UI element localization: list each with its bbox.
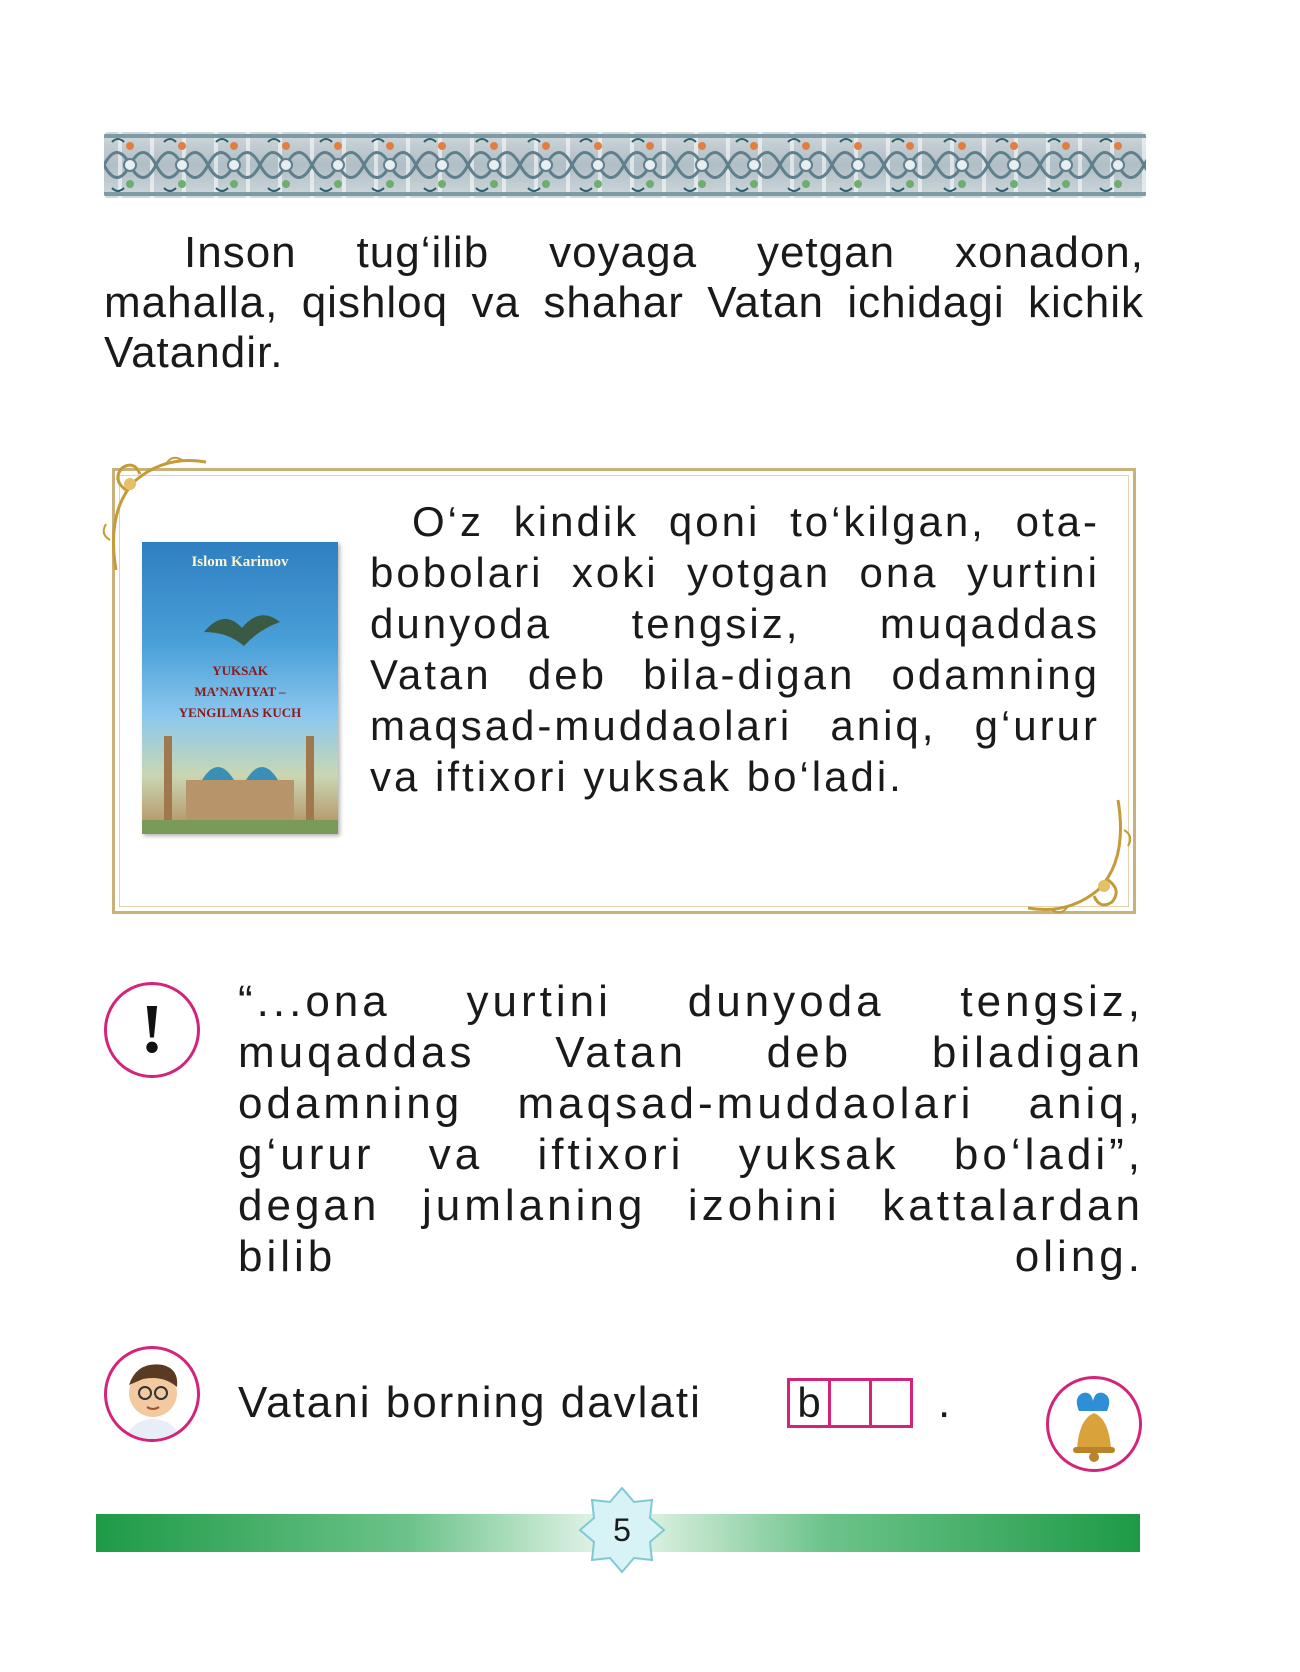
- answer-cell[interactable]: b: [787, 1378, 831, 1428]
- boy-thinking-icon: [104, 1346, 200, 1442]
- page-number: 5: [613, 1511, 631, 1548]
- bell-icon: [1046, 1376, 1142, 1472]
- puzzle-sentence: Vatani borning davlati: [238, 1378, 702, 1427]
- puzzle-end-punctuation: .: [938, 1378, 951, 1427]
- ornament-pattern: [104, 132, 1146, 198]
- mosque-illustration-icon: [142, 728, 338, 834]
- bird-emblem-icon: [200, 602, 284, 658]
- answer-cells: [790, 1378, 913, 1428]
- book-cover-image: [142, 542, 338, 834]
- intro-paragraph: Inson tug‘ilib voyaga yetgan xonadon, mahalla, qishloq va shahar Vatan ichidagi kichik Vatandir.: [104, 228, 1144, 377]
- exclamation-icon: [104, 982, 200, 1078]
- answer-cell[interactable]: [869, 1378, 913, 1428]
- exclamation-symbol: !: [140, 991, 164, 1068]
- quote-text: O‘z kindik qoni to‘kilgan, ota-bobolari xoki yotgan ona yurtini dunyoda tengsiz, muqaddas Vatan deb bila-digan odamning maqsad-muddaolari aniq, g‘urur va iftixori yuksak bo‘ladi.: [370, 498, 1100, 800]
- book-author: Islom Karimov: [191, 554, 289, 570]
- answer-cell[interactable]: [828, 1378, 872, 1428]
- note-paragraph: “...ona yurtini dunyoda tengsiz, muqaddas Vatan deb biladigan odamning maqsad-muddaolari aniq, g‘urur va iftixori yuksak bo‘ladi”, degan jumlaning izohini kattalardan bilib oling.: [238, 977, 1144, 1281]
- book-title: YUKSAK MA’NAVIYAT – YENGILMAS KUCH: [178, 663, 302, 720]
- ornament-border-band: [104, 132, 1146, 198]
